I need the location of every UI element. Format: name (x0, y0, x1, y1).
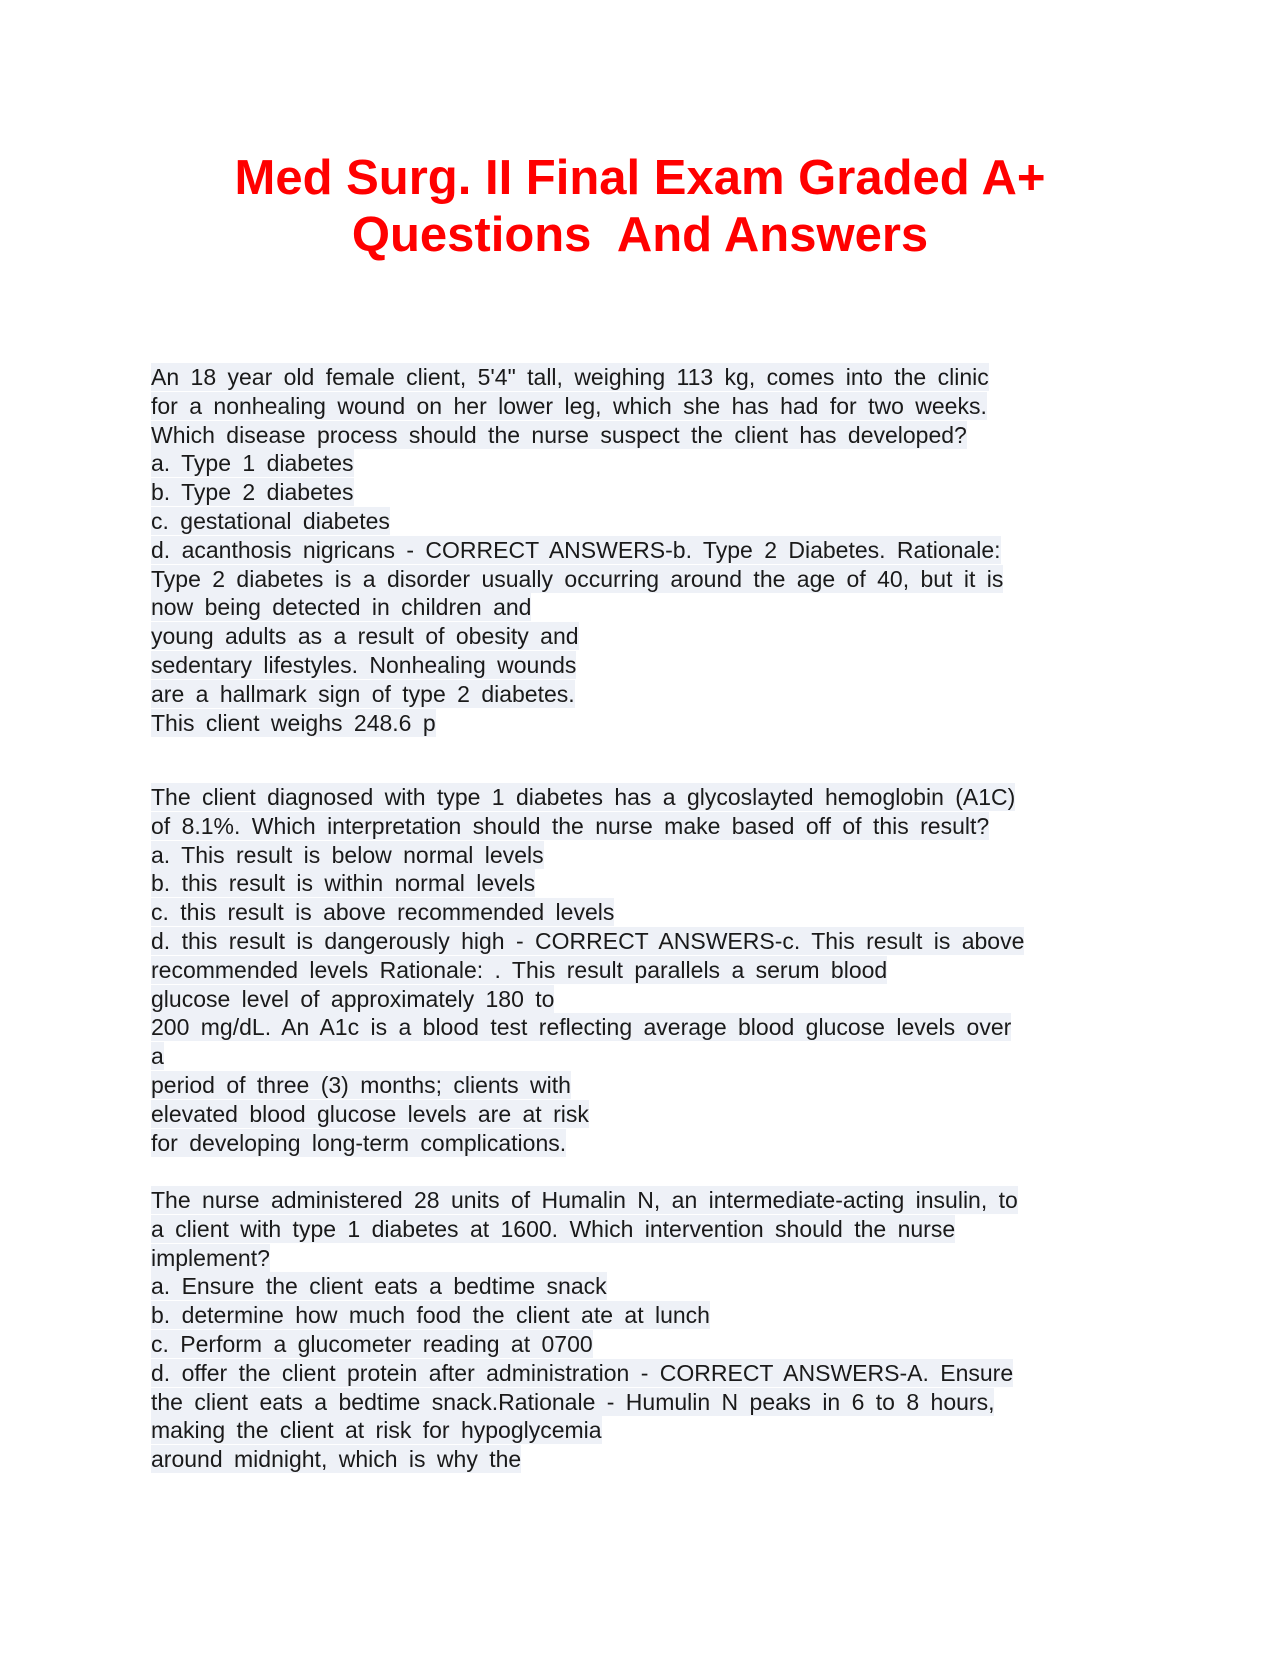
text-line: This client weighs 248.6 p (151, 709, 436, 736)
answer-option: c. gestational diabetes (151, 507, 390, 534)
answer-option: d. acanthosis nigricans - CORRECT ANSWERS-b. Type 2 Diabetes. Rationale: (151, 536, 1001, 563)
text-line: period of three (3) months; clients with (151, 1071, 571, 1098)
text-line: around midnight, which is why the (151, 1446, 522, 1473)
answer-option: d. offer the client protein after administration - CORRECT ANSWERS-A. Ensure (151, 1359, 1014, 1386)
text-line: The nurse administered 28 units of Humalin N, an intermediate-acting insulin, to (151, 1187, 1018, 1213)
answer-option: b. this result is within normal levels (151, 870, 536, 897)
title-line-1: Med Surg. II Final Exam Graded A+ (234, 151, 1046, 205)
text-line: glucose level of approximately 180 to (151, 985, 555, 1012)
text-line: for developing long-term complications. (151, 1129, 567, 1156)
answer-option: b. determine how much food the client ate at lunch (151, 1302, 710, 1329)
text-line: elevated blood glucose levels are at risk (151, 1100, 589, 1127)
text-line: 200 mg/dL. An A1c is a blood test reflecting average blood glucose levels over (151, 1014, 1012, 1041)
text-line: making the client at risk for hypoglycemia (151, 1417, 602, 1444)
text-line: young adults as a result of obesity and (151, 623, 579, 650)
text-line: of 8.1%. Which interpretation should the nurse make based off of this result? (151, 812, 990, 839)
text-line: recommended levels Rationale: . This result parallels a serum blood (151, 956, 888, 983)
text-line: Type 2 diabetes is a disorder usually occurring around the age of 40, but it is (151, 565, 1004, 592)
title-line-2: Questions And Answers (351, 208, 929, 262)
answer-option: b. Type 2 diabetes (151, 479, 354, 506)
text-line: The client diagnosed with type 1 diabetes has a glycoslayted hemoglobin (A1C) (151, 784, 1016, 810)
text-line: now being detected in children and (151, 594, 532, 621)
text-line: implement? (151, 1244, 270, 1271)
text-line: Which disease process should the nurse suspect the client has developed? (151, 421, 967, 448)
document-title (0, 150, 1280, 264)
answer-option: a. Ensure the client eats a bedtime snack (151, 1273, 607, 1300)
text-line: a (151, 1043, 164, 1070)
answer-option: a. This result is below normal levels (151, 841, 544, 868)
text-line: sedentary lifestyles. Nonhealing wounds (151, 651, 577, 678)
text-line: the client eats a bedtime snack.Rationale - Humulin N peaks in 6 to 8 hours, (151, 1388, 995, 1415)
text-line: An 18 year old female client, 5'4" tall, weighing 113 kg, comes into the clinic (151, 364, 989, 390)
text-line: a client with type 1 diabetes at 1600. Which intervention should the nurse (151, 1215, 956, 1242)
answer-option: c. this result is above recommended levels (151, 899, 615, 926)
question-1-block (151, 363, 1131, 737)
text-line: are a hallmark sign of type 2 diabetes. (151, 680, 575, 707)
answer-option: d. this result is dangerously high - CORRECT ANSWERS-c. This result is above (151, 927, 1025, 954)
question-2-block (151, 783, 1131, 1157)
answer-option: c. Perform a glucometer reading at 0700 (151, 1330, 593, 1357)
question-3-block (151, 1186, 1131, 1474)
answer-option: a. Type 1 diabetes (151, 450, 354, 477)
text-line: for a nonhealing wound on her lower leg, which she has had for two weeks. (151, 392, 987, 419)
